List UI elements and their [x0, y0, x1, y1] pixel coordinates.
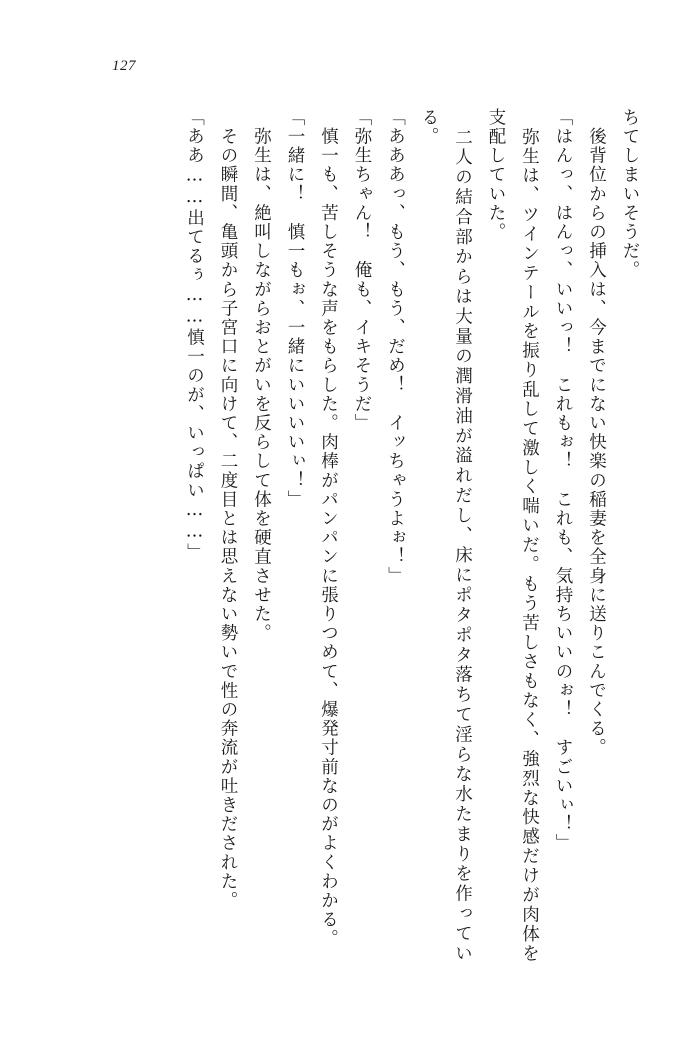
body-paragraph: 後背位からの挿入は、今までにない快楽の稲妻を全身に送りこんでくる。	[586, 108, 607, 758]
body-paragraph: その瞬間、亀頭から子宮口に向けて、二度目とは思えない勢いで性の奔流が吐きだされた。	[218, 108, 238, 911]
body-paragraph: ちてしまいそうだ。	[620, 108, 640, 280]
body-paragraph: 弥生は、ツインテールを振り乱して激しく喘いだ。もう苦しさもなく、強烈な快感だけが肉体を支配していた。	[486, 108, 540, 963]
body-paragraph: 「あああっ、もう、もう、だめ！ イッちゃうよぉ！」	[385, 108, 406, 586]
body-paragraph: 「はんっ、はんっ、いいっ！ これもぉ！ これも、気持ちいいのぉ！ すごいぃ！」	[553, 108, 573, 853]
body-paragraph: 「ああ……出てるぅ……慎一のが、いっぱい……」	[184, 108, 205, 563]
body-paragraph: 「弥生ちゃん！ 俺も、イキそうだ」	[352, 108, 372, 433]
page-text-body	[76, 108, 646, 963]
page-number: 127	[112, 58, 136, 74]
body-paragraph: 弥生は、絶叫しながらおとがいを反らして体を硬直させた。	[251, 108, 272, 643]
body-paragraph: 二人の結合部からは大量の潤滑油が溢れだし、床にポタポタ落ちて淫らな水たまりを作っている。	[419, 108, 473, 963]
body-paragraph: 慎一も、苦しそうな声をもらした。肉棒がパンパンに張りつめて、爆発寸前なのがよくわかる。	[318, 108, 339, 949]
body-paragraph: 「一緒に！ 慎一もぉ、一緒にいいいいぃ！」	[285, 108, 305, 510]
